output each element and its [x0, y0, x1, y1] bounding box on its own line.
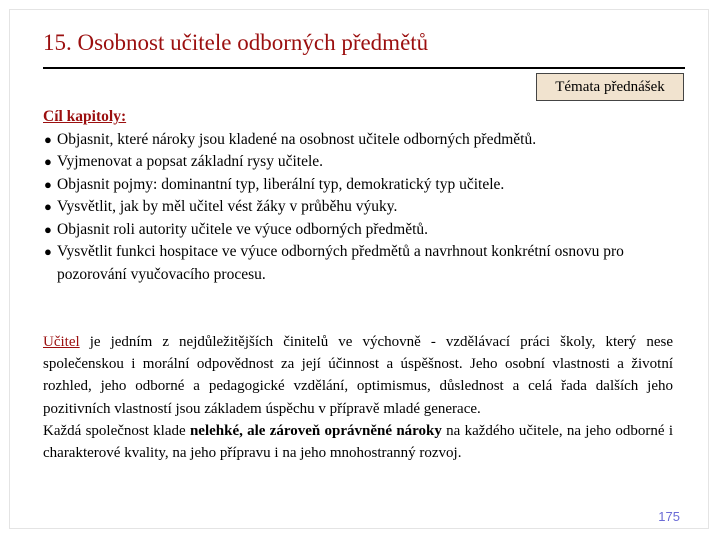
goal-text: Vysvětlit, jak by měl učitel vést žáky v průběhu výuky.: [57, 198, 398, 215]
paragraph-society: [43, 420, 673, 464]
teacher-term: Učitel: [43, 334, 80, 350]
slide-title: 15. Osobnost učitele odborných předmětů: [43, 30, 429, 55]
paragraph-teacher-text: je jedním z nejdůležitějších činitelů ve výchovně - vzdělávací práci školy, který nese společenskou i morální odpovědnost za její účinnost a úspěšnost. Jeho osobní vlastnosti a životní rozhled, jeho odborné a pedagogické vzdělání, optimismus, důslednost a celá řada dalších jeho pozitivních vlastností jsou základem úspěchu v přípravě mladé generace.: [43, 334, 673, 417]
topics-button[interactable]: Témata přednášek: [536, 73, 684, 101]
goal-item: [43, 219, 683, 242]
paragraph-society-start: Každá společnost klade: [43, 422, 190, 439]
goal-item: [43, 129, 683, 152]
goal-text: Objasnit pojmy: dominantní typ, liberální typ, demokratický typ učitele.: [57, 175, 505, 193]
chapter-goals: [43, 106, 683, 286]
body-text: [43, 331, 673, 464]
bullet-icon: ●: [44, 221, 52, 237]
paragraph-society-emphasis: nelehké, ale zároveň oprávněné nároky: [189, 422, 442, 439]
bullet-icon: ●: [44, 176, 52, 192]
bullet-icon: ●: [44, 199, 52, 214]
goal-text: Objasnit, které nároky jsou kladené na osobnost učitele odborných předmětů.: [57, 130, 537, 148]
page-number: 175: [658, 509, 680, 524]
goals-heading: Cíl kapitoly:: [43, 108, 127, 125]
goal-item: [43, 174, 683, 197]
paragraph-teacher: [43, 331, 673, 420]
goal-text: Objasnit roli autority učitele ve výuce odborných předmětů.: [57, 220, 429, 238]
goal-item: [43, 241, 683, 286]
goals-list: [43, 129, 683, 287]
bullet-icon: ●: [44, 244, 52, 259]
goal-item: [43, 151, 683, 174]
goal-text: Vyjmenovat a popsat základní rysy učitele.: [57, 153, 324, 170]
paragraph-society-end: na každého učitele, na jeho odborné i charakterové kvality, na jeho přípravu i na jeho mnohostranný rozvoj.: [43, 422, 673, 462]
goal-item: [43, 196, 683, 219]
title-divider: [43, 67, 685, 69]
goal-text: Vysvětlit funkci hospitace ve výuce odborných předmětů a navrhnout konkrétní osnovu pro pozorování vyučovacího procesu.: [57, 243, 624, 283]
bullet-icon: ●: [44, 154, 52, 169]
bullet-icon: ●: [44, 131, 52, 147]
